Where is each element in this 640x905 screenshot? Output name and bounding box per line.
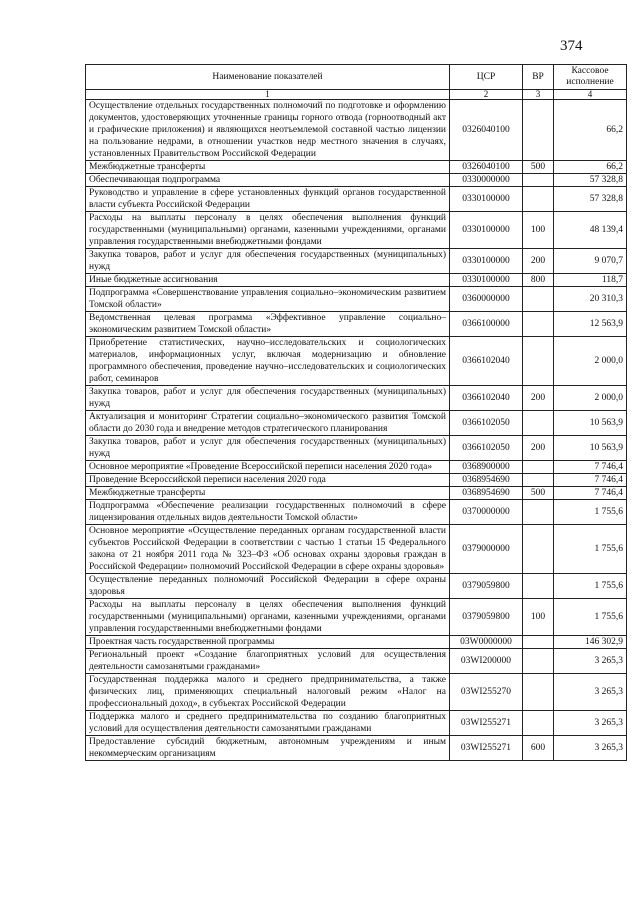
row-vr [523, 174, 554, 187]
row-amount: 10 563,9 [554, 436, 627, 461]
row-csr: 0330000000 [450, 174, 523, 187]
row-vr: 100 [523, 599, 554, 636]
table-row [86, 187, 627, 212]
row-vr [523, 287, 554, 312]
row-csr: 0330100000 [450, 212, 523, 249]
row-csr: 0326040100 [450, 161, 523, 174]
table-row [86, 636, 627, 649]
row-name: Расходы на выплаты персоналу в целях обеспечения выполнения функций государственными (муниципальными) органами, казенными учреждениями, органами управления государственными внебюджетными фондами [86, 599, 450, 636]
row-vr [523, 337, 554, 386]
row-csr: 0330100000 [450, 187, 523, 212]
header-amount: Кассовое исполнение [554, 65, 627, 90]
table-row [86, 249, 627, 274]
row-name: Межбюджетные трансферты [86, 487, 450, 500]
row-name: Иные бюджетные ассигнования [86, 274, 450, 287]
row-name: Приобретение статистических, научно–исследовательских и социологических материалов, информационных услуг, включая модернизацию и обновление программного обеспечения, проведение научно–исследовательских и социологических работ, семинаров [86, 337, 450, 386]
header-csr: ЦСР [450, 65, 523, 90]
row-name: Подпрограмма «Совершенствование управления социально–экономическим развитием Томской области» [86, 287, 450, 312]
row-name: Руководство и управление в сфере установленных функций органов государственной власти субъекта Российской Федерации [86, 187, 450, 212]
row-csr: 03WI255270 [450, 674, 523, 711]
row-amount: 1 755,6 [554, 500, 627, 525]
page-number: 374 [560, 38, 583, 54]
row-csr: 0330100000 [450, 274, 523, 287]
table-row [86, 525, 627, 574]
row-amount: 3 265,3 [554, 649, 627, 674]
row-name: Проектная часть государственной программы [86, 636, 450, 649]
row-name: Закупка товаров, работ и услуг для обеспечения государственных (муниципальных) нужд [86, 249, 450, 274]
column-number: 4 [554, 90, 627, 100]
header-name: Наименование показателей [86, 65, 450, 90]
row-vr [523, 100, 554, 161]
table-row [86, 474, 627, 487]
row-amount: 2 000,0 [554, 337, 627, 386]
table-row [86, 274, 627, 287]
row-name: Подпрограмма «Обеспечение реализации государственных полномочий в сфере лицензирования отдельных видов деятельности Томской области» [86, 500, 450, 525]
row-name: Государственная поддержка малого и среднего предпринимательства, а также физических лиц, применяющих специальный налоговый режим «Налог на профессиональный доход», в субъектах Российской Федерации [86, 674, 450, 711]
row-csr: 0379059800 [450, 599, 523, 636]
column-number: 2 [450, 90, 523, 100]
row-csr: 0366102050 [450, 436, 523, 461]
row-csr: 03WI200000 [450, 649, 523, 674]
row-name: Закупка товаров, работ и услуг для обеспечения государственных (муниципальных) нужд [86, 386, 450, 411]
table-row [86, 436, 627, 461]
row-csr: 03WI255271 [450, 736, 523, 761]
row-vr [523, 525, 554, 574]
row-amount: 3 265,3 [554, 736, 627, 761]
row-amount: 1 755,6 [554, 599, 627, 636]
row-vr [523, 649, 554, 674]
row-csr: 03WI255271 [450, 711, 523, 736]
row-vr [523, 411, 554, 436]
table-row [86, 337, 627, 386]
table-row [86, 711, 627, 736]
row-vr [523, 574, 554, 599]
row-amount: 57 328,8 [554, 187, 627, 212]
row-vr: 500 [523, 161, 554, 174]
row-vr [523, 636, 554, 649]
header-vr: ВР [523, 65, 554, 90]
row-name: Проведение Всероссийской переписи населения 2020 года [86, 474, 450, 487]
row-amount: 48 139,4 [554, 212, 627, 249]
row-csr: 0366102040 [450, 337, 523, 386]
row-name: Межбюджетные трансферты [86, 161, 450, 174]
table-row [86, 100, 627, 161]
row-amount: 2 000,0 [554, 386, 627, 411]
row-vr [523, 711, 554, 736]
row-name: Основное мероприятие «Осуществление переданных органам государственной власти субъектов Российской Федерации в соответствии с частью 1 статьи 15 Федерального закона от 21 ноября 2011 года № 323–ФЗ «Об основах охраны здоровья граждан в Российской Федерации» полномочий Российской Федерации в сфере охраны здоровья» [86, 525, 450, 574]
table-row [86, 599, 627, 636]
row-name: Поддержка малого и среднего предпринимательства по созданию благоприятных условий для осуществления деятельности самозанятыми гражданами [86, 711, 450, 736]
row-amount: 12 563,9 [554, 312, 627, 337]
row-csr: 0330100000 [450, 249, 523, 274]
table-row [86, 212, 627, 249]
row-vr [523, 674, 554, 711]
table-row [86, 174, 627, 187]
row-amount: 3 265,3 [554, 674, 627, 711]
table-row [86, 574, 627, 599]
row-amount: 66,2 [554, 100, 627, 161]
row-amount: 3 265,3 [554, 711, 627, 736]
row-vr: 200 [523, 249, 554, 274]
table-row [86, 461, 627, 474]
row-vr [523, 187, 554, 212]
row-vr: 200 [523, 436, 554, 461]
table-row [86, 674, 627, 711]
row-amount: 146 302,9 [554, 636, 627, 649]
row-vr: 600 [523, 736, 554, 761]
row-vr [523, 312, 554, 337]
row-csr: 03W0000000 [450, 636, 523, 649]
row-csr: 0368900000 [450, 461, 523, 474]
row-vr: 200 [523, 386, 554, 411]
column-number: 3 [523, 90, 554, 100]
table-row [86, 411, 627, 436]
column-number-row [86, 90, 627, 100]
row-csr: 0379059800 [450, 574, 523, 599]
row-name: Осуществление отдельных государственных полномочий по подготовке и оформлению документов, удостоверяющих уточненные границы горного отвода (горноотводный акт и графические приложения) и являющихся неотъемлемой составной частью лицензии на пользование недрами, в отношении участков недр местного значения в случаях, установленных Правительством Российской Федерации [86, 100, 450, 161]
table-row [86, 161, 627, 174]
row-csr: 0366100000 [450, 312, 523, 337]
row-amount: 66,2 [554, 161, 627, 174]
table-row [86, 287, 627, 312]
table-row [86, 649, 627, 674]
row-name: Ведомственная целевая программа «Эффективное управление социально–экономическим развитием Томской области» [86, 312, 450, 337]
row-name: Осуществление переданных полномочий Российской Федерации в сфере охраны здоровья [86, 574, 450, 599]
table-row [86, 736, 627, 761]
row-vr [523, 474, 554, 487]
row-name: Обеспечивающая подпрограмма [86, 174, 450, 187]
row-name: Основное мероприятие «Проведение Всероссийской переписи населения 2020 года» [86, 461, 450, 474]
row-vr [523, 461, 554, 474]
table-row [86, 500, 627, 525]
table-header-row [86, 65, 627, 90]
row-name: Закупка товаров, работ и услуг для обеспечения государственных (муниципальных) нужд [86, 436, 450, 461]
budget-table [85, 64, 627, 761]
row-amount: 7 746,4 [554, 487, 627, 500]
row-csr: 0366102040 [450, 386, 523, 411]
row-csr: 0368954690 [450, 487, 523, 500]
row-amount: 7 746,4 [554, 474, 627, 487]
row-csr: 0379000000 [450, 525, 523, 574]
row-amount: 9 070,7 [554, 249, 627, 274]
row-name: Актуализация и мониторинг Стратегии социально–экономического развития Томской области до 2030 года и внедрение методов стратегического планирования [86, 411, 450, 436]
row-name: Расходы на выплаты персоналу в целях обеспечения выполнения функций государственными (муниципальными) органами, казенными учреждениями, органами управления государственными внебюджетными фондами [86, 212, 450, 249]
row-amount: 10 563,9 [554, 411, 627, 436]
table-row [86, 312, 627, 337]
row-vr: 500 [523, 487, 554, 500]
row-vr: 800 [523, 274, 554, 287]
row-name: Предоставление субсидий бюджетным, автономным учреждениям и иным некоммерческим организациям [86, 736, 450, 761]
row-amount: 118,7 [554, 274, 627, 287]
table-row [86, 487, 627, 500]
column-number: 1 [86, 90, 450, 100]
row-name: Региональный проект «Создание благоприятных условий для осуществления деятельности самозанятыми гражданами» [86, 649, 450, 674]
row-csr: 0326040100 [450, 100, 523, 161]
row-amount: 1 755,6 [554, 525, 627, 574]
row-csr: 0368954690 [450, 474, 523, 487]
row-amount: 1 755,6 [554, 574, 627, 599]
row-csr: 0360000000 [450, 287, 523, 312]
row-csr: 0370000000 [450, 500, 523, 525]
row-csr: 0366102050 [450, 411, 523, 436]
row-amount: 57 328,8 [554, 174, 627, 187]
row-amount: 20 310,3 [554, 287, 627, 312]
row-amount: 7 746,4 [554, 461, 627, 474]
row-vr: 100 [523, 212, 554, 249]
table-row [86, 386, 627, 411]
row-vr [523, 500, 554, 525]
